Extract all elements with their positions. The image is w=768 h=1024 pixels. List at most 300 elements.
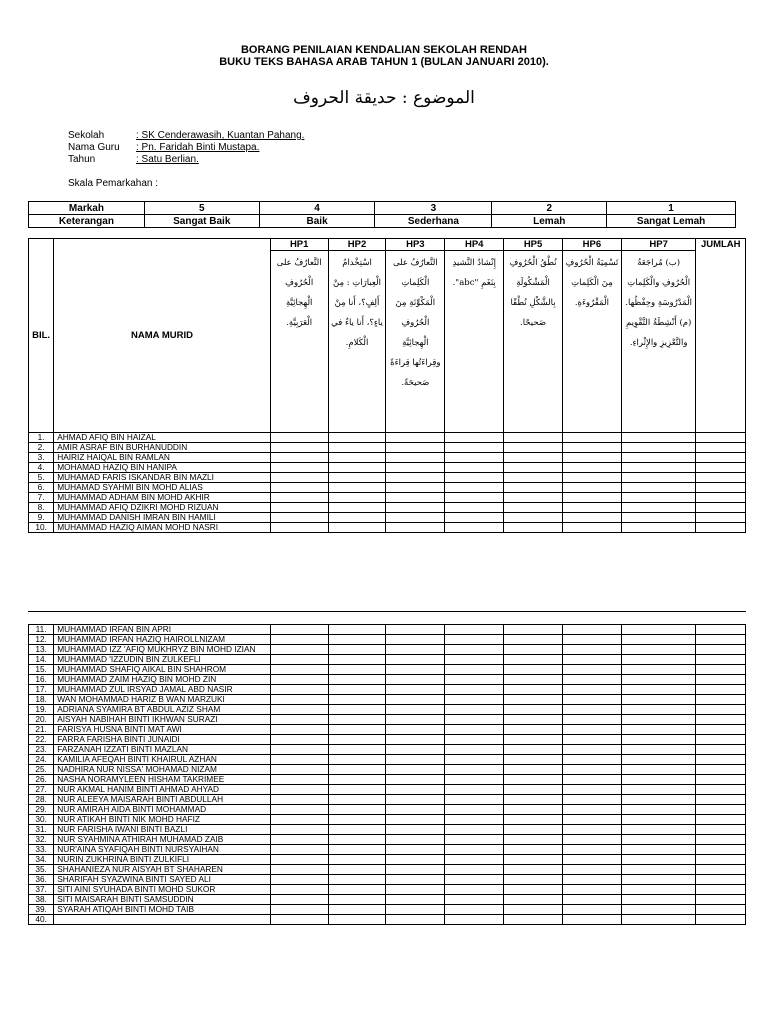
score-cell[interactable] [270, 765, 328, 775]
score-cell[interactable] [386, 915, 445, 925]
score-cell[interactable] [696, 755, 746, 765]
score-cell[interactable] [386, 735, 445, 745]
score-cell[interactable] [445, 715, 504, 725]
score-cell[interactable] [621, 905, 696, 915]
score-cell[interactable] [621, 845, 696, 855]
score-cell[interactable] [696, 865, 746, 875]
score-cell[interactable] [270, 905, 328, 915]
score-cell[interactable] [328, 795, 386, 805]
score-cell[interactable] [270, 473, 328, 483]
score-cell[interactable] [328, 775, 386, 785]
score-cell[interactable] [621, 665, 696, 675]
score-cell[interactable] [328, 685, 386, 695]
score-cell[interactable] [562, 453, 621, 463]
score-cell[interactable] [445, 765, 504, 775]
score-cell[interactable] [386, 755, 445, 765]
score-cell[interactable] [328, 645, 386, 655]
score-cell[interactable] [562, 815, 621, 825]
score-cell[interactable] [386, 895, 445, 905]
score-cell[interactable] [504, 885, 563, 895]
score-cell[interactable] [386, 815, 445, 825]
score-cell[interactable] [270, 725, 328, 735]
score-cell[interactable] [696, 685, 746, 695]
score-cell[interactable] [696, 775, 746, 785]
score-cell[interactable] [386, 443, 445, 453]
score-cell[interactable] [328, 503, 386, 513]
score-cell[interactable] [328, 755, 386, 765]
score-cell[interactable] [696, 905, 746, 915]
score-cell[interactable] [504, 905, 563, 915]
score-cell[interactable] [386, 785, 445, 795]
score-cell[interactable] [696, 675, 746, 685]
score-cell[interactable] [270, 453, 328, 463]
score-cell[interactable] [386, 645, 445, 655]
score-cell[interactable] [504, 735, 563, 745]
score-cell[interactable] [386, 433, 445, 443]
score-cell[interactable] [562, 875, 621, 885]
score-cell[interactable] [562, 645, 621, 655]
score-cell[interactable] [696, 895, 746, 905]
score-cell[interactable] [621, 493, 696, 503]
score-cell[interactable] [504, 453, 563, 463]
score-cell[interactable] [270, 815, 328, 825]
score-cell[interactable] [270, 775, 328, 785]
score-cell[interactable] [270, 745, 328, 755]
score-cell[interactable] [386, 695, 445, 705]
score-cell[interactable] [445, 483, 504, 493]
score-cell[interactable] [270, 625, 328, 635]
score-cell[interactable] [445, 503, 504, 513]
score-cell[interactable] [328, 655, 386, 665]
score-cell[interactable] [270, 675, 328, 685]
score-cell[interactable] [504, 845, 563, 855]
score-cell[interactable] [328, 805, 386, 815]
score-cell[interactable] [696, 655, 746, 665]
score-cell[interactable] [621, 865, 696, 875]
score-cell[interactable] [328, 513, 386, 523]
score-cell[interactable] [504, 483, 563, 493]
score-cell[interactable] [386, 503, 445, 513]
score-cell[interactable] [270, 523, 328, 533]
score-cell[interactable] [328, 433, 386, 443]
score-cell[interactable] [504, 513, 563, 523]
score-cell[interactable] [504, 815, 563, 825]
score-cell[interactable] [562, 755, 621, 765]
score-cell[interactable] [386, 715, 445, 725]
score-cell[interactable] [445, 513, 504, 523]
score-cell[interactable] [270, 685, 328, 695]
score-cell[interactable] [328, 675, 386, 685]
score-cell[interactable] [445, 675, 504, 685]
score-cell[interactable] [621, 503, 696, 513]
score-cell[interactable] [562, 473, 621, 483]
score-cell[interactable] [621, 855, 696, 865]
score-cell[interactable] [445, 915, 504, 925]
score-cell[interactable] [504, 473, 563, 483]
score-cell[interactable] [445, 885, 504, 895]
score-cell[interactable] [696, 523, 746, 533]
score-cell[interactable] [328, 463, 386, 473]
score-cell[interactable] [504, 695, 563, 705]
score-cell[interactable] [445, 665, 504, 675]
score-cell[interactable] [270, 845, 328, 855]
score-cell[interactable] [445, 463, 504, 473]
score-cell[interactable] [270, 885, 328, 895]
score-cell[interactable] [386, 905, 445, 915]
score-cell[interactable] [386, 705, 445, 715]
score-cell[interactable] [504, 705, 563, 715]
score-cell[interactable] [562, 825, 621, 835]
score-cell[interactable] [562, 895, 621, 905]
score-cell[interactable] [386, 745, 445, 755]
score-cell[interactable] [621, 835, 696, 845]
score-cell[interactable] [504, 865, 563, 875]
score-cell[interactable] [504, 685, 563, 695]
score-cell[interactable] [270, 805, 328, 815]
score-cell[interactable] [504, 715, 563, 725]
score-cell[interactable] [270, 635, 328, 645]
score-cell[interactable] [386, 513, 445, 523]
score-cell[interactable] [445, 725, 504, 735]
score-cell[interactable] [696, 855, 746, 865]
score-cell[interactable] [328, 905, 386, 915]
score-cell[interactable] [696, 503, 746, 513]
score-cell[interactable] [445, 635, 504, 645]
score-cell[interactable] [445, 523, 504, 533]
score-cell[interactable] [386, 523, 445, 533]
score-cell[interactable] [270, 463, 328, 473]
score-cell[interactable] [696, 715, 746, 725]
score-cell[interactable] [270, 483, 328, 493]
score-cell[interactable] [270, 715, 328, 725]
score-cell[interactable] [696, 765, 746, 775]
score-cell[interactable] [270, 493, 328, 503]
score-cell[interactable] [270, 895, 328, 905]
score-cell[interactable] [696, 795, 746, 805]
score-cell[interactable] [386, 765, 445, 775]
score-cell[interactable] [504, 915, 563, 925]
score-cell[interactable] [562, 835, 621, 845]
score-cell[interactable] [328, 815, 386, 825]
score-cell[interactable] [445, 453, 504, 463]
score-cell[interactable] [621, 635, 696, 645]
score-cell[interactable] [562, 695, 621, 705]
score-cell[interactable] [621, 513, 696, 523]
score-cell[interactable] [696, 453, 746, 463]
score-cell[interactable] [562, 493, 621, 503]
score-cell[interactable] [504, 765, 563, 775]
score-cell[interactable] [386, 725, 445, 735]
score-cell[interactable] [386, 685, 445, 695]
score-cell[interactable] [504, 895, 563, 905]
score-cell[interactable] [445, 855, 504, 865]
score-cell[interactable] [445, 695, 504, 705]
score-cell[interactable] [328, 915, 386, 925]
score-cell[interactable] [328, 885, 386, 895]
score-cell[interactable] [328, 483, 386, 493]
score-cell[interactable] [562, 745, 621, 755]
score-cell[interactable] [445, 825, 504, 835]
score-cell[interactable] [696, 885, 746, 895]
score-cell[interactable] [562, 483, 621, 493]
score-cell[interactable] [621, 473, 696, 483]
score-cell[interactable] [621, 655, 696, 665]
score-cell[interactable] [445, 685, 504, 695]
score-cell[interactable] [270, 735, 328, 745]
score-cell[interactable] [270, 795, 328, 805]
score-cell[interactable] [621, 875, 696, 885]
score-cell[interactable] [328, 825, 386, 835]
score-cell[interactable] [328, 855, 386, 865]
score-cell[interactable] [328, 625, 386, 635]
score-cell[interactable] [328, 895, 386, 905]
score-cell[interactable] [328, 705, 386, 715]
score-cell[interactable] [562, 665, 621, 675]
score-cell[interactable] [270, 705, 328, 715]
score-cell[interactable] [562, 845, 621, 855]
score-cell[interactable] [696, 635, 746, 645]
score-cell[interactable] [562, 785, 621, 795]
score-cell[interactable] [562, 795, 621, 805]
score-cell[interactable] [386, 875, 445, 885]
score-cell[interactable] [696, 745, 746, 755]
score-cell[interactable] [504, 655, 563, 665]
score-cell[interactable] [696, 705, 746, 715]
score-cell[interactable] [270, 695, 328, 705]
score-cell[interactable] [386, 865, 445, 875]
score-cell[interactable] [696, 483, 746, 493]
score-cell[interactable] [445, 875, 504, 885]
score-cell[interactable] [386, 635, 445, 645]
score-cell[interactable] [621, 453, 696, 463]
score-cell[interactable] [621, 895, 696, 905]
score-cell[interactable] [562, 523, 621, 533]
score-cell[interactable] [696, 805, 746, 815]
score-cell[interactable] [445, 625, 504, 635]
score-cell[interactable] [696, 625, 746, 635]
score-cell[interactable] [696, 915, 746, 925]
score-cell[interactable] [621, 685, 696, 695]
score-cell[interactable] [445, 895, 504, 905]
score-cell[interactable] [270, 855, 328, 865]
score-cell[interactable] [696, 725, 746, 735]
score-cell[interactable] [621, 755, 696, 765]
score-cell[interactable] [445, 705, 504, 715]
score-cell[interactable] [621, 825, 696, 835]
score-cell[interactable] [621, 725, 696, 735]
score-cell[interactable] [328, 725, 386, 735]
score-cell[interactable] [328, 735, 386, 745]
score-cell[interactable] [328, 473, 386, 483]
score-cell[interactable] [270, 645, 328, 655]
score-cell[interactable] [386, 775, 445, 785]
score-cell[interactable] [270, 433, 328, 443]
score-cell[interactable] [696, 735, 746, 745]
score-cell[interactable] [270, 875, 328, 885]
score-cell[interactable] [445, 433, 504, 443]
score-cell[interactable] [504, 785, 563, 795]
score-cell[interactable] [562, 655, 621, 665]
score-cell[interactable] [270, 655, 328, 665]
score-cell[interactable] [562, 805, 621, 815]
score-cell[interactable] [386, 885, 445, 895]
score-cell[interactable] [562, 705, 621, 715]
score-cell[interactable] [386, 845, 445, 855]
score-cell[interactable] [445, 835, 504, 845]
score-cell[interactable] [504, 523, 563, 533]
score-cell[interactable] [621, 815, 696, 825]
score-cell[interactable] [386, 493, 445, 503]
score-cell[interactable] [328, 493, 386, 503]
score-cell[interactable] [445, 745, 504, 755]
score-cell[interactable] [696, 433, 746, 443]
score-cell[interactable] [696, 463, 746, 473]
score-cell[interactable] [562, 675, 621, 685]
score-cell[interactable] [562, 463, 621, 473]
score-cell[interactable] [504, 635, 563, 645]
score-cell[interactable] [696, 443, 746, 453]
score-cell[interactable] [386, 453, 445, 463]
score-cell[interactable] [562, 433, 621, 443]
score-cell[interactable] [386, 795, 445, 805]
score-cell[interactable] [621, 715, 696, 725]
score-cell[interactable] [562, 513, 621, 523]
score-cell[interactable] [621, 645, 696, 655]
score-cell[interactable] [504, 855, 563, 865]
score-cell[interactable] [504, 665, 563, 675]
score-cell[interactable] [504, 875, 563, 885]
score-cell[interactable] [270, 825, 328, 835]
score-cell[interactable] [621, 775, 696, 785]
score-cell[interactable] [621, 745, 696, 755]
score-cell[interactable] [270, 513, 328, 523]
score-cell[interactable] [504, 645, 563, 655]
score-cell[interactable] [270, 443, 328, 453]
score-cell[interactable] [386, 625, 445, 635]
score-cell[interactable] [445, 755, 504, 765]
score-cell[interactable] [328, 665, 386, 675]
score-cell[interactable] [270, 755, 328, 765]
score-cell[interactable] [621, 805, 696, 815]
score-cell[interactable] [270, 915, 328, 925]
score-cell[interactable] [562, 765, 621, 775]
score-cell[interactable] [328, 443, 386, 453]
score-cell[interactable] [445, 795, 504, 805]
score-cell[interactable] [621, 443, 696, 453]
score-cell[interactable] [562, 685, 621, 695]
score-cell[interactable] [621, 433, 696, 443]
score-cell[interactable] [270, 503, 328, 513]
score-cell[interactable] [328, 715, 386, 725]
score-cell[interactable] [445, 645, 504, 655]
score-cell[interactable] [328, 695, 386, 705]
score-cell[interactable] [328, 765, 386, 775]
score-cell[interactable] [445, 805, 504, 815]
score-cell[interactable] [386, 805, 445, 815]
score-cell[interactable] [445, 473, 504, 483]
score-cell[interactable] [270, 785, 328, 795]
score-cell[interactable] [504, 795, 563, 805]
score-cell[interactable] [562, 855, 621, 865]
score-cell[interactable] [504, 443, 563, 453]
score-cell[interactable] [621, 695, 696, 705]
score-cell[interactable] [386, 655, 445, 665]
score-cell[interactable] [696, 493, 746, 503]
score-cell[interactable] [445, 493, 504, 503]
score-cell[interactable] [562, 915, 621, 925]
score-cell[interactable] [696, 845, 746, 855]
score-cell[interactable] [562, 715, 621, 725]
score-cell[interactable] [328, 875, 386, 885]
score-cell[interactable] [621, 885, 696, 895]
score-cell[interactable] [562, 905, 621, 915]
score-cell[interactable] [328, 745, 386, 755]
score-cell[interactable] [696, 825, 746, 835]
score-cell[interactable] [504, 625, 563, 635]
score-cell[interactable] [621, 915, 696, 925]
score-cell[interactable] [445, 735, 504, 745]
score-cell[interactable] [504, 463, 563, 473]
score-cell[interactable] [696, 473, 746, 483]
score-cell[interactable] [562, 503, 621, 513]
score-cell[interactable] [386, 473, 445, 483]
score-cell[interactable] [445, 905, 504, 915]
score-cell[interactable] [562, 885, 621, 895]
score-cell[interactable] [445, 775, 504, 785]
score-cell[interactable] [562, 635, 621, 645]
score-cell[interactable] [386, 483, 445, 493]
score-cell[interactable] [504, 433, 563, 443]
score-cell[interactable] [504, 745, 563, 755]
score-cell[interactable] [504, 493, 563, 503]
score-cell[interactable] [696, 875, 746, 885]
score-cell[interactable] [504, 775, 563, 785]
score-cell[interactable] [445, 655, 504, 665]
score-cell[interactable] [621, 785, 696, 795]
score-cell[interactable] [562, 775, 621, 785]
score-cell[interactable] [696, 513, 746, 523]
score-cell[interactable] [270, 835, 328, 845]
score-cell[interactable] [621, 523, 696, 533]
score-cell[interactable] [328, 785, 386, 795]
score-cell[interactable] [270, 665, 328, 675]
score-cell[interactable] [696, 645, 746, 655]
score-cell[interactable] [445, 815, 504, 825]
score-cell[interactable] [445, 443, 504, 453]
score-cell[interactable] [621, 625, 696, 635]
score-cell[interactable] [504, 725, 563, 735]
score-cell[interactable] [696, 835, 746, 845]
score-cell[interactable] [621, 765, 696, 775]
score-cell[interactable] [562, 725, 621, 735]
score-cell[interactable] [445, 865, 504, 875]
score-cell[interactable] [696, 695, 746, 705]
score-cell[interactable] [504, 675, 563, 685]
score-cell[interactable] [386, 675, 445, 685]
score-cell[interactable] [328, 453, 386, 463]
score-cell[interactable] [562, 443, 621, 453]
score-cell[interactable] [445, 785, 504, 795]
score-cell[interactable] [270, 865, 328, 875]
score-cell[interactable] [328, 845, 386, 855]
score-cell[interactable] [445, 845, 504, 855]
score-cell[interactable] [386, 835, 445, 845]
score-cell[interactable] [328, 865, 386, 875]
score-cell[interactable] [504, 503, 563, 513]
score-cell[interactable] [328, 523, 386, 533]
score-cell[interactable] [621, 483, 696, 493]
score-cell[interactable] [504, 835, 563, 845]
